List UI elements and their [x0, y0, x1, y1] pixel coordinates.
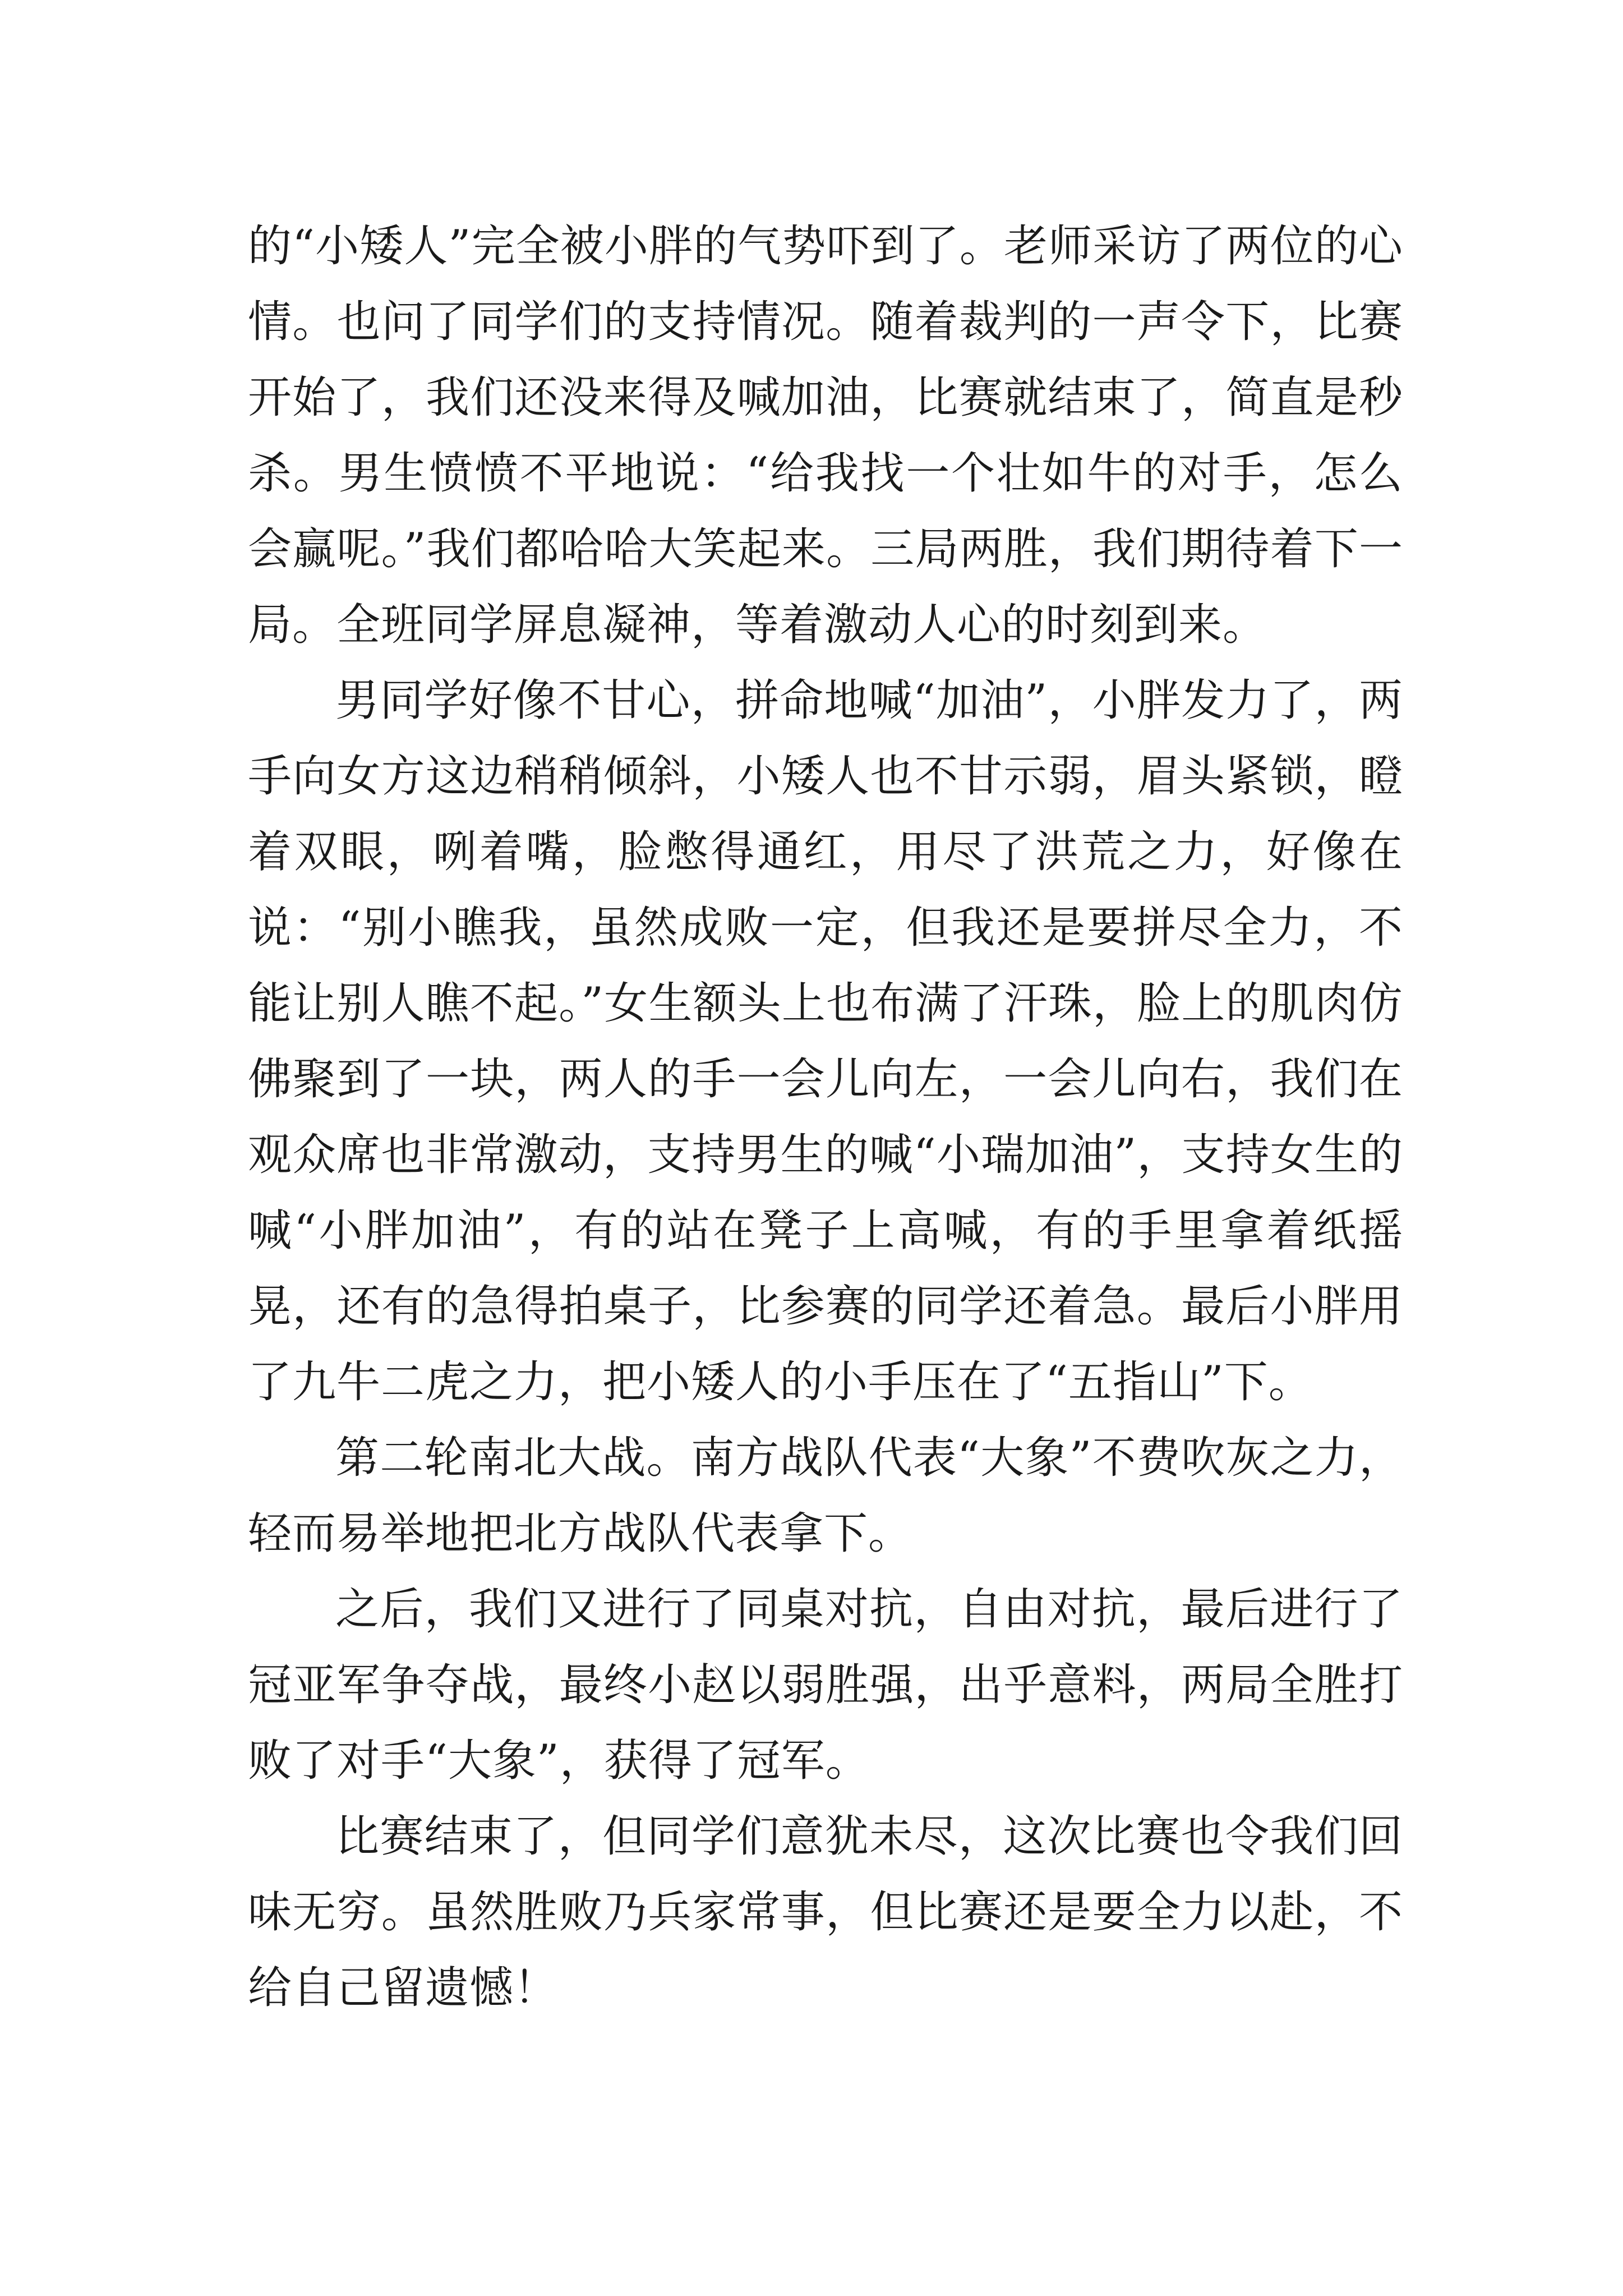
paragraph-5: 比赛结束了，但同学们意犹未尽，这次比赛也令我们回味无穷。虽然胜败乃兵家常事，但比赛还是要全力以赴，不给自己留遗憾！ — [248, 1811, 1403, 2013]
paragraph-4: 之后，我们又进行了同桌对抗，自由对抗，最后进行了冠亚军争夺战，最终小赵以弱胜强，出乎意料，两局全胜打败了对手“大象”，获得了冠军。 — [248, 1584, 1403, 1786]
paragraph-1: 的“小矮人”完全被小胖的气势吓到了。老师采访了两位的心情。也问了同学们的支持情况。随着裁判的一声令下，比赛开始了，我们还没来得及喊加油，比赛就结束了，简直是秒杀。男生愤愤不平地说：“给我找一个壮如牛的对手，怎么会赢呢。”我们都哈哈大笑起来。三局两胜，我们期待着下一局。全班同学屏息凝神，等着激动人心的时刻到来。 — [248, 221, 1403, 650]
document-body — [248, 209, 1403, 2026]
paragraph-3: 第二轮南北大战。南方战队代表“大象”不费吹灰之力，轻而易举地把北方战队代表拿下。 — [248, 1433, 1403, 1559]
paragraph-2: 男同学好像不甘心，拼命地喊“加油”，小胖发力了，两手向女方这边稍稍倾斜，小矮人也不甘示弱，眉头紧锁，瞪着双眼，咧着嘴，脸憋得通红，用尽了洪荒之力，好像在说：“别小瞧我，虽然成败一定，但我还是要拼尽全力，不能让别人瞧不起。”女生额头上也布满了汗珠，脸上的肌肉仿佛聚到了一块，两人的手一会儿向左，一会儿向右，我们在观众席也非常激动，支持男生的喊“小瑞加油”，支持女生的喊“小胖加油”，有的站在凳子上高喊，有的手里拿着纸摇晃，还有的急得拍桌子，比参赛的同学还着急。最后小胖用了九牛二虎之力，把小矮人的小手压在了“五指山”下。 — [248, 675, 1403, 1407]
